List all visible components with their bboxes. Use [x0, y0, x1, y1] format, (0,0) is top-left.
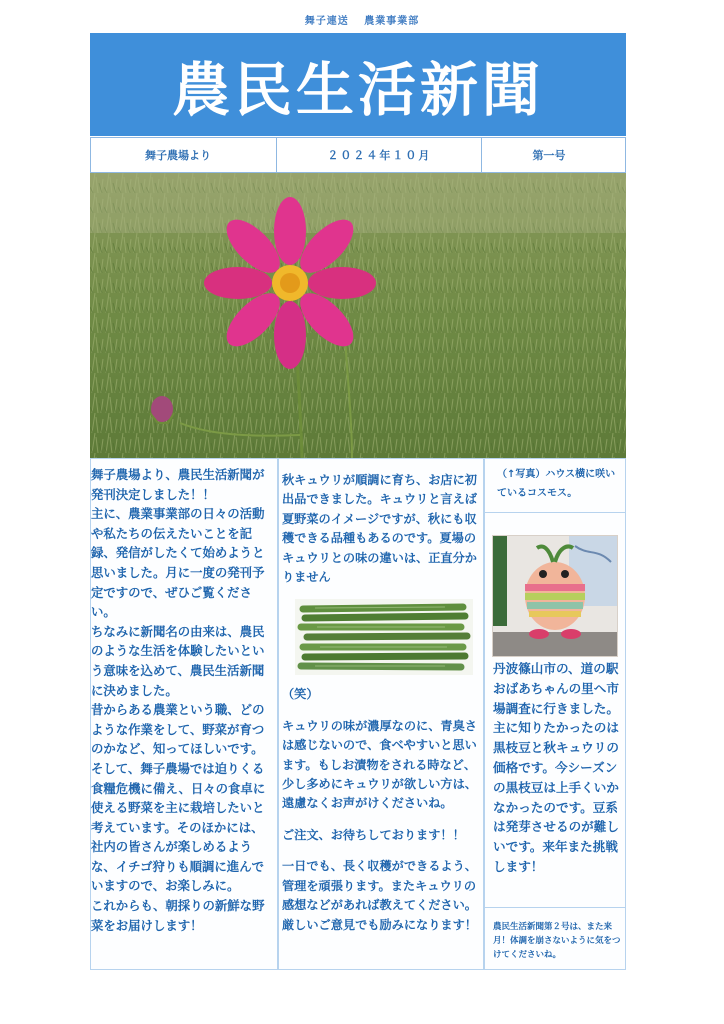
- cucumber-paragraph: 一日でも、長く収穫ができるよう、管理を頑張ります。またキュウリの感想などがあれば教えてください。厳しいご意見でも励みになります！: [282, 859, 477, 932]
- announcement-paragraph: 昔からある農業という職、どのような作業をして、野菜が育つのかなど、知ってほしいです。: [91, 702, 265, 757]
- column-cucumber: [278, 458, 484, 970]
- column-announcement: [90, 458, 278, 970]
- photo-caption: （↑写真）ハウス横に咲いているコスモス。: [485, 459, 625, 513]
- cosmos-flower-image: [90, 173, 626, 458]
- issue-number: 第一号: [532, 149, 566, 162]
- cucumber-intro: 秋キュウリが順調に育ち、お店に初出品できました。キュウリと言えば夏野菜のイメージですが、秋にも収穫できる品種もあるのです。夏場のキュウリとの味の違いは、正直分かりません: [282, 473, 477, 585]
- announcement-paragraph: これからも、朝採りの新鮮な野菜をお届けします！: [91, 898, 265, 933]
- next-issue-note: 農民生活新聞第２号は、また来月！体調を崩さないように気をつけてくださいね。: [485, 907, 625, 969]
- issue-date: ２０２４年１０月: [277, 138, 482, 172]
- cucumber-paragraph: キュウリの味が濃厚なのに、青臭さは感じないので、食べやすいと思います。もしお漬物をされる時など、少し多めにキュウリが欲しい方は、遠慮なくお声がけくださいね。: [282, 718, 477, 811]
- department-caption: 舞子連送 農業事業部: [304, 16, 420, 27]
- cucumber-photo: [295, 599, 473, 675]
- market-research-report: 丹波篠山市の、道の駅おばあちゃんの里へ市場調査に行きました。主に知りたかったのは黒枝豆と秋キュウリの価格です。今シーズンの黒枝豆は上手くいかなかったのです。豆系は発芽させるのが難しいです。来年また挑戦します！: [493, 661, 619, 874]
- masthead: [90, 33, 626, 136]
- announcement-paragraph: 舞子農場より、農民生活新聞が発刊決定しました！！: [91, 467, 265, 502]
- mascot-photo: [492, 535, 618, 657]
- mascot-image: [493, 536, 618, 657]
- cucumber-image: [295, 599, 473, 675]
- info-bar: [90, 137, 626, 173]
- cosmos-photo: [90, 173, 626, 458]
- announcement-paragraph: 主に、農業事業部の日々の活動や私たちの伝えたいことを記録、発信がしたくて始めようと思いました。月に一度の発刊予定ですので、ぜひご覧ください。: [91, 506, 265, 620]
- laugh-note: （笑）: [282, 687, 319, 702]
- announcement-paragraph: そして、舞子農場では迫りくる食糧危機に備え、日々の食卓に使える野菜を主に栽培したいと考えています。そのほかには、社内の皆さんが楽しめるような、イチゴ狩りも順調に進んでいますので、お楽しみに。: [91, 760, 266, 894]
- announcement-paragraph: ちなみに新聞名の由来は、農民のような生活を体験したいという意味を込めて、農民生活新聞に決めました。: [91, 623, 265, 698]
- order-message: ご注文、お待ちしております！！: [282, 827, 465, 842]
- column-report: [484, 458, 626, 970]
- newspaper-title: 農民生活新聞: [171, 55, 544, 124]
- source-label: 舞子農場より: [91, 138, 277, 172]
